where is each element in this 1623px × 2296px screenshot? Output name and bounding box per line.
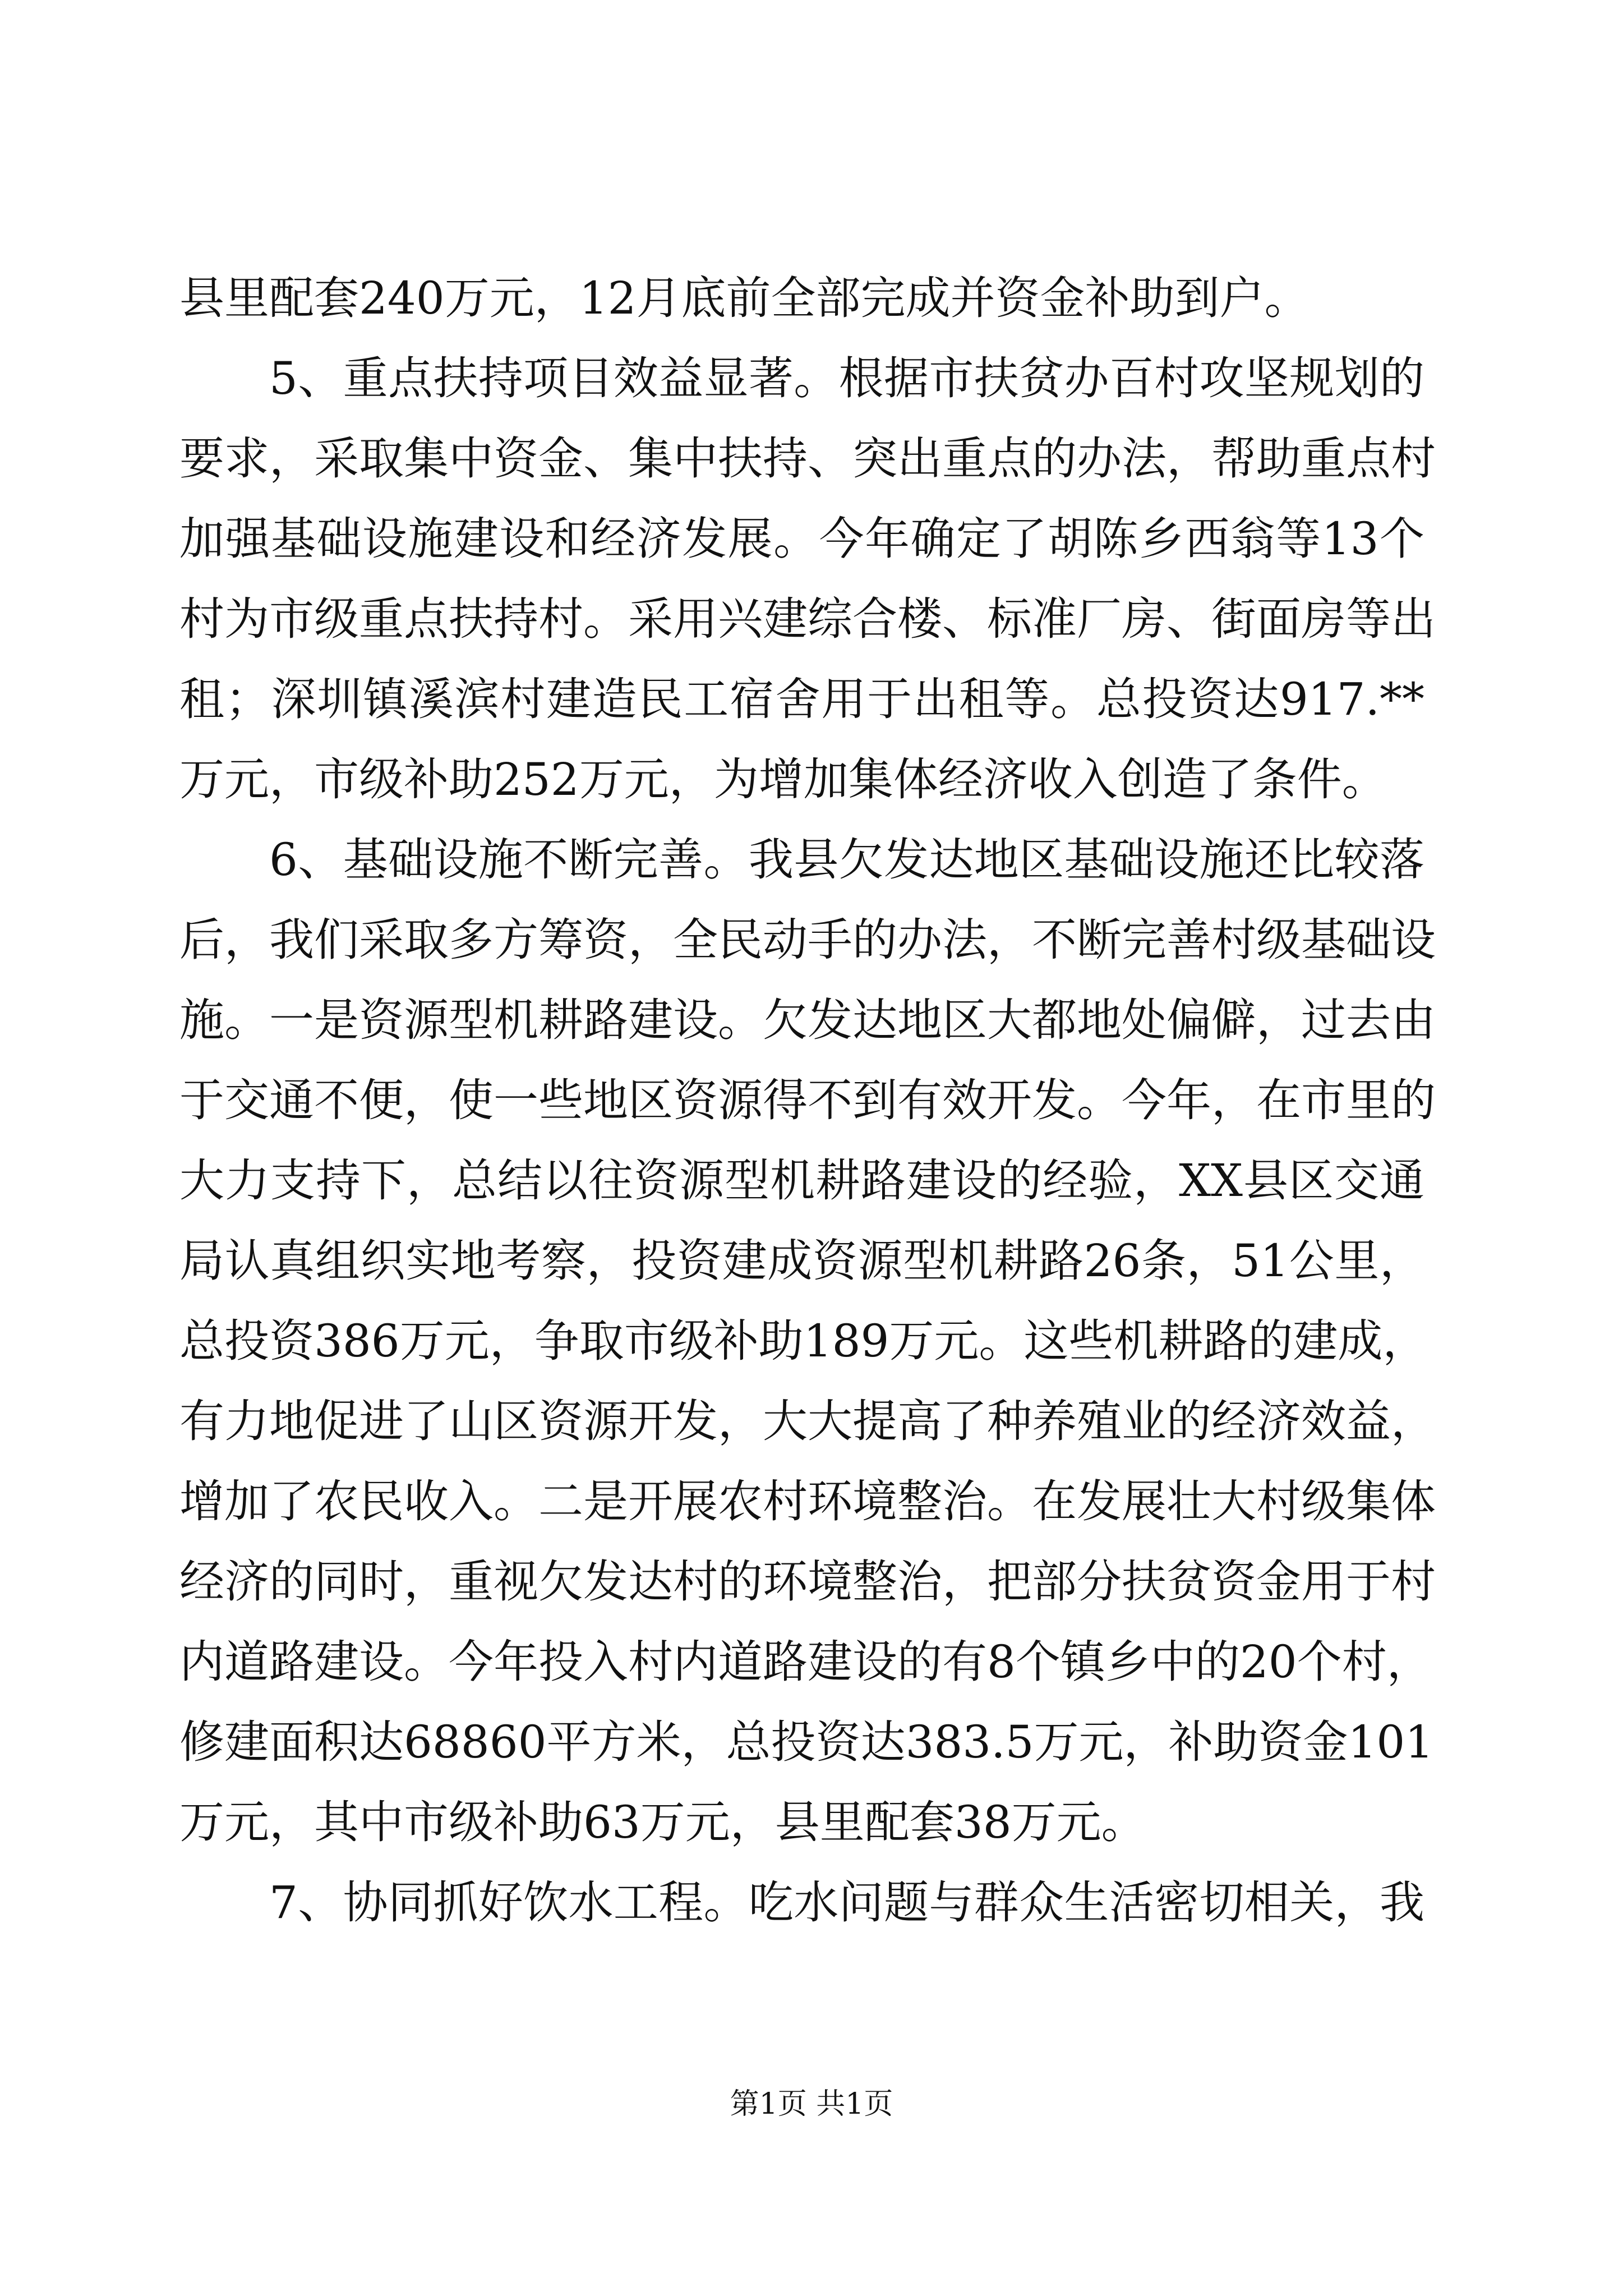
text-line: 租；深圳镇溪滨村建造民工宿舍用于出租等。总投资达917.** <box>179 673 1424 725</box>
text-line: 大力支持下，总结以往资源型机耕路建设的经验，XX县区交通 <box>179 1154 1424 1207</box>
text-line: 县里配套240万元，12月底前全部完成并资金补助到户。 <box>179 272 1310 324</box>
text-line: 5、重点扶持项目效益显著。根据市扶贫办百村攻坚规划的 <box>269 352 1424 404</box>
text-line: 后，我们采取多方筹资，全民动手的办法，不断完善村级基础设 <box>179 914 1436 966</box>
text-line: 于交通不便，使一些地区资源得不到有效开发。今年，在市里的 <box>179 1074 1436 1126</box>
text-line: 村为市级重点扶持村。采用兴建综合楼、标准厂房、街面房等出 <box>179 593 1436 645</box>
text-line: 加强基础设施建设和经济发展。今年确定了胡陈乡西翁等13个 <box>179 513 1424 565</box>
text-line: 要求，采取集中资金、集中扶持、突出重点的办法，帮助重点村 <box>179 432 1436 485</box>
text-line: 总投资386万元，争取市级补助189万元。这些机耕路的建成， <box>179 1315 1428 1367</box>
text-line: 6、基础设施不断完善。我县欠发达地区基础设施还比较落 <box>269 834 1424 886</box>
text-line: 有力地促进了山区资源开发，大大提高了种养殖业的经济效益， <box>179 1395 1436 1447</box>
text-line: 内道路建设。今年投入村内道路建设的有8个镇乡中的20个村， <box>179 1636 1432 1688</box>
text-line: 增加了农民收入。二是开展农村环境整治。在发展壮大村级集体 <box>179 1475 1436 1527</box>
body-text <box>179 258 1436 1943</box>
text-line: 修建面积达68860平方米，总投资达383.5万元，补助资金101 <box>179 1716 1434 1768</box>
text-line: 7、协同抓好饮水工程。吃水问题与群众生活密切相关，我 <box>269 1876 1424 1929</box>
text-line: 施。一是资源型机耕路建设。欠发达地区大都地处偏僻，过去由 <box>179 994 1436 1046</box>
text-line: 局认真组织实地考察，投资建成资源型机耕路26条，51公里， <box>179 1235 1424 1287</box>
page-footer: 第1页 共1页 <box>730 2087 893 2121</box>
text-line: 万元，其中市级补助63万元，县里配套38万元。 <box>179 1796 1146 1848</box>
text-line: 万元，市级补助252万元，为增加集体经济收入创造了条件。 <box>179 753 1387 806</box>
text-line: 经济的同时，重视欠发达村的环境整治，把部分扶贫资金用于村 <box>179 1556 1436 1608</box>
